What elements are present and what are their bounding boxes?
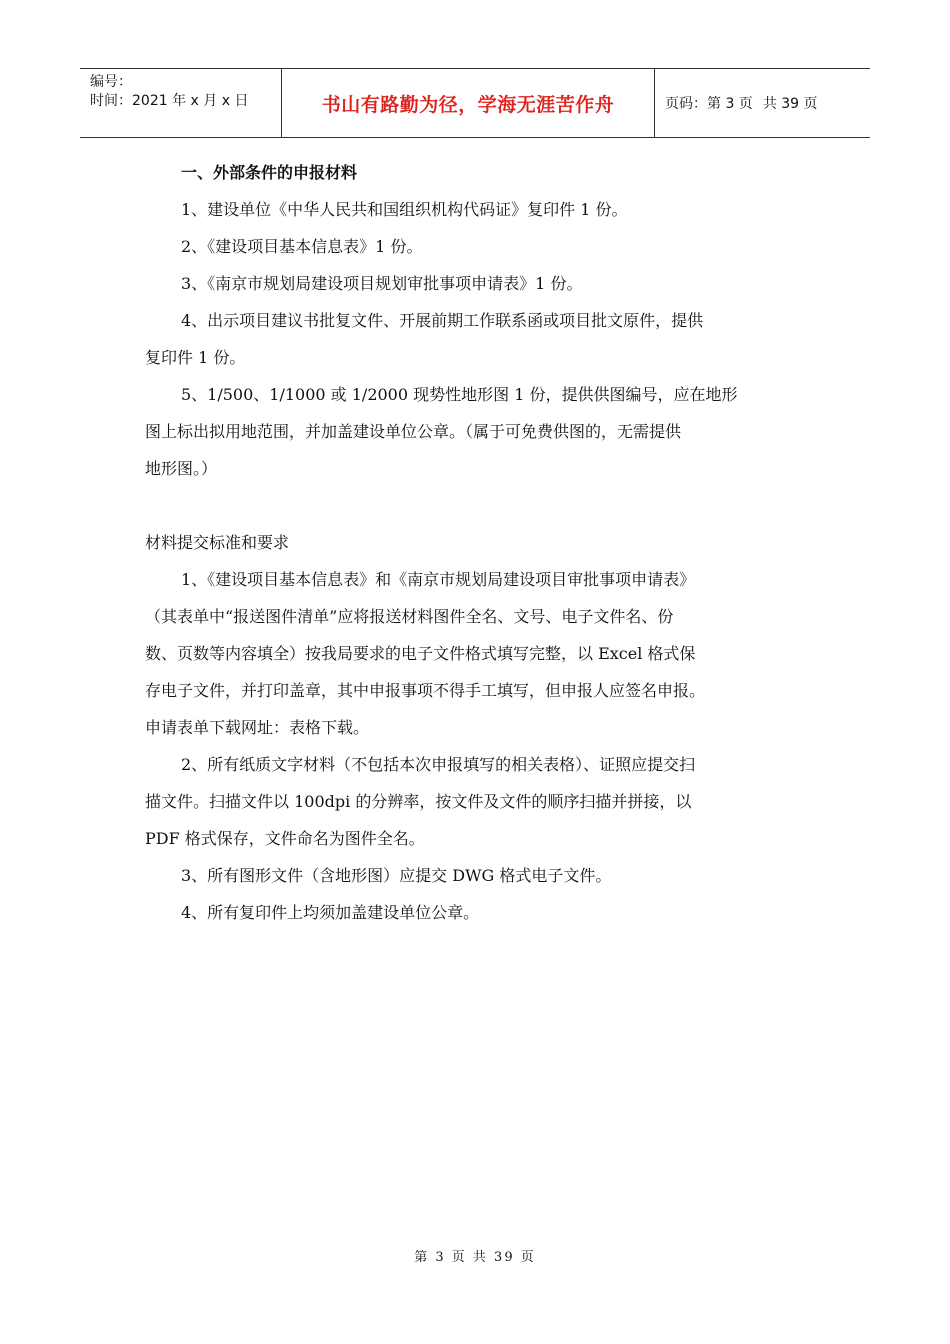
section1-title: 一、外部条件的申报材料 (181, 163, 358, 182)
section1-item-3: 3、《南京市规划局建设项目规划审批事项申请表》1 份。 (181, 274, 583, 293)
total-label: 共 39 页 (762, 96, 818, 112)
section1-item-5-line-3: 地形图。） (145, 459, 218, 478)
header-motto-cell (282, 69, 655, 137)
header-meta (80, 69, 282, 137)
time-label: 时间：2021 年 x 月 x 日 (90, 93, 249, 109)
section1-item-4-line-1: 4、出示项目建议书批复文件、开展前期工作联系函或项目批文原件，提供 (181, 311, 704, 330)
number-label: 编号： (90, 74, 132, 90)
section2-line-10: 4、所有复印件上均须加盖建设单位公章。 (181, 903, 480, 922)
section2-line-4: 存电子文件，并打印盖章，其中申报事项不得手工填写，但申报人应签名申报。 (145, 681, 706, 700)
motto-text: 书山有路勤为径，学海无涯苦作舟 (321, 93, 615, 116)
document-body (145, 154, 805, 931)
page-header (80, 68, 870, 138)
section2-line-2: （其表单中“报送图件清单”应将报送材料图件全名、文号、电子文件名、份 (145, 607, 674, 626)
section2-line-5: 申请表单下载网址：表格下载。 (145, 718, 370, 737)
section2-line-1: 1、《建设项目基本信息表》和《南京市规划局建设项目审批事项申请表》 (181, 570, 696, 589)
page-label: 页码：第 3 页 (665, 96, 753, 112)
section2-line-9: 3、所有图形文件（含地形图）应提交 DWG 格式电子文件。 (181, 866, 612, 885)
section1-item-4-line-2: 复印件 1 份。 (145, 348, 246, 367)
section2-line-7: 描文件。扫描文件以 100dpi 的分辨率，按文件及文件的顺序扫描并拼接，以 (145, 792, 692, 811)
header-page-info (655, 69, 870, 137)
section1-item-2: 2、《建设项目基本信息表》1 份。 (181, 237, 423, 256)
section2-line-3: 数、页数等内容填全）按我局要求的电子文件格式填写完整，以 Excel 格式保 (145, 644, 696, 663)
section2-line-6: 2、所有纸质文字材料（不包括本次申报填写的相关表格）、证照应提交扫 (181, 755, 696, 774)
section1-item-5-line-2: 图上标出拟用地范围，并加盖建设单位公章。（属于可免费供图的，无需提供 (145, 422, 682, 441)
section1-item-5-line-1: 5、1/500、1/1000 或 1/2000 现势性地形图 1 份，提供供图编号，应在地形 (181, 385, 738, 404)
section1-item-1: 1、建设单位《中华人民共和国组织机构代码证》复印件 1 份。 (181, 200, 628, 219)
page-footer: 第 3 页 共 39 页 (414, 1250, 536, 1265)
section2-line-8: PDF 格式保存，文件命名为图件全名。 (145, 829, 425, 848)
section2-title: 材料提交标准和要求 (145, 533, 290, 552)
